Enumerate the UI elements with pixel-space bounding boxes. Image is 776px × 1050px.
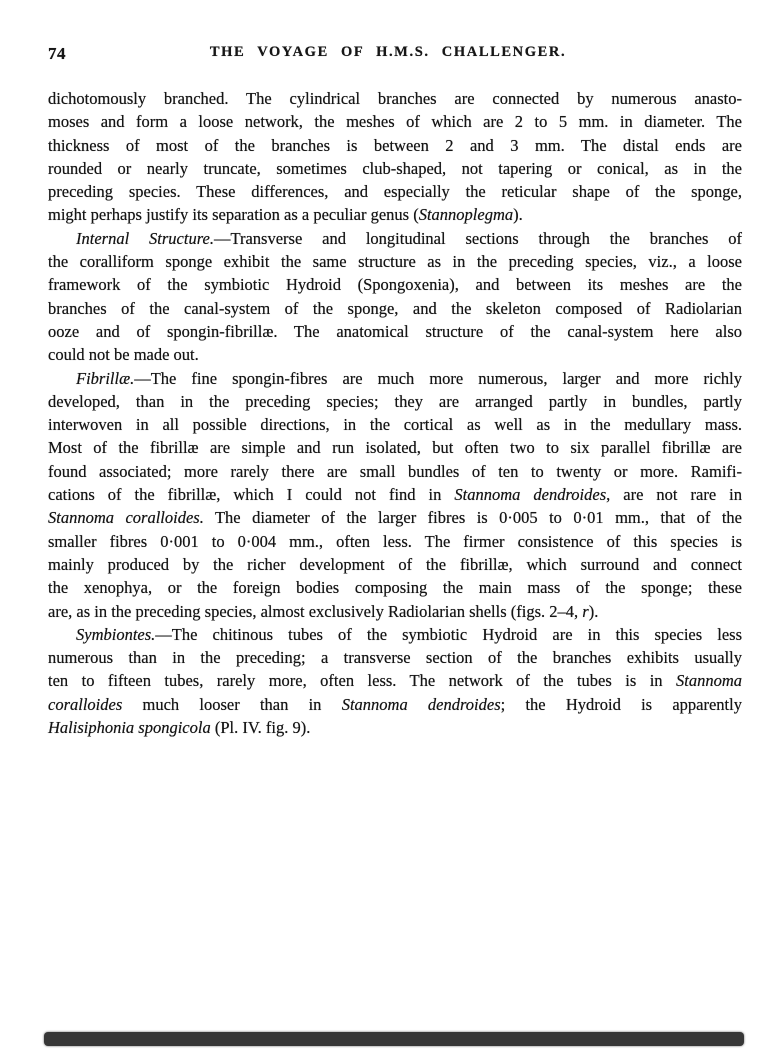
body-text: —Transverse and longitudinal sections through the branches of (213, 228, 743, 248)
text-line (48, 134, 742, 157)
body-text: ). (513, 205, 523, 225)
text-line (48, 600, 742, 623)
body-text: the coralliform sponge exhibit the same structure as in the preceding species, viz., a loose (48, 252, 742, 272)
page-header (0, 44, 776, 66)
page-text (48, 87, 742, 739)
text-line (48, 320, 742, 343)
italic-text: Stannoma coralloides. (48, 508, 204, 528)
text-line (48, 390, 742, 413)
body-text: interwoven in all possible directions, in the cortical as well as in the medullary mass. (48, 415, 742, 435)
paragraph (48, 367, 742, 623)
italic-text: r (582, 601, 589, 621)
text-line (48, 669, 742, 692)
body-text: Most of the fibrillæ are simple and run isolated, but often two to six parallel fibrillæ are (48, 438, 742, 458)
body-text: rounded or nearly truncate, sometimes club-shaped, not tapering or conical, as in the (48, 158, 742, 178)
text-line (48, 203, 742, 226)
text-line (48, 436, 742, 459)
body-text: The diameter of the larger fibres is 0·005 to 0·01 mm., that of the (203, 508, 742, 528)
italic-text: coralloides (48, 694, 123, 714)
text-line (48, 623, 742, 646)
text-line (48, 553, 742, 576)
text-line (48, 693, 742, 716)
running-head: THE VOYAGE OF H.M.S. CHALLENGER. (209, 44, 567, 60)
text-line (48, 273, 742, 296)
body-text: the xenophya, or the foreign bodies composing the main mass of the sponge; these (48, 578, 742, 598)
body-text: thickness of most of the branches is between 2 and 3 mm. The distal ends are (48, 135, 742, 155)
text-line (48, 180, 742, 203)
text-line (48, 460, 742, 483)
body-text: ). (588, 601, 599, 621)
body-text: (Pl. IV. fig. 9). (210, 718, 311, 738)
scan-artifact-bar (44, 1032, 744, 1046)
italic-text: Fibrillæ. (76, 368, 135, 388)
text-line (48, 483, 742, 506)
body-text: mainly produced by the richer development of the fibrillæ, which surround and connect (48, 554, 742, 574)
italic-text: Internal Structure. (76, 228, 214, 248)
text-line (48, 716, 742, 739)
body-text: much looser than in (122, 694, 342, 714)
body-text: found associated; more rarely there are small bundles of ten to twenty or more. Ramifi- (48, 461, 742, 481)
body-text: moses and form a loose network, the meshes of which are 2 to 5 mm. in diameter. The (48, 112, 742, 132)
body-text: ooze and of spongin-fibrillæ. The anatomical structure of the canal-system here also (48, 321, 742, 341)
italic-text: Stannoma (676, 671, 742, 691)
body-text: are, as in the preceding species, almost exclusively Radiolarian shells (figs. 2–4, (48, 601, 583, 621)
body-text: smaller fibres 0·001 to 0·004 mm., often less. The firmer consistence of this species is (48, 531, 742, 551)
body-text: could not be made out. (48, 345, 199, 365)
text-line (48, 646, 742, 669)
text-line (48, 87, 742, 110)
text-line (48, 250, 742, 273)
paragraph (48, 227, 742, 367)
italic-text: Stannoplegma (418, 205, 514, 225)
paragraph (48, 87, 742, 227)
text-line (48, 227, 742, 250)
body-text: ten to fifteen tubes, rarely more, often less. The network of the tubes is in (48, 671, 676, 691)
text-line (48, 367, 742, 390)
body-text: —The chitinous tubes of the symbiotic Hydroid are in this species less (155, 624, 742, 644)
text-line (48, 506, 742, 529)
body-text: —The fine spongin-fibres are much more numerous, larger and more richly (134, 368, 742, 388)
italic-text: Symbiontes. (76, 624, 156, 644)
body-text: preceding species. These differences, and especially the reticular shape of the sponge, (48, 182, 742, 202)
italic-text: Stannoma dendroides (454, 485, 607, 505)
body-text: developed, than in the preceding species; they are arranged partly in bundles, partly (48, 391, 742, 411)
body-text: branches of the canal-system of the sponge, and the skeleton composed of Radiolarian (48, 298, 742, 318)
page-number: 74 (48, 44, 66, 63)
body-text: dichotomously branched. The cylindrical branches are connected by numerous anasto- (48, 89, 742, 108)
text-line (48, 110, 742, 133)
text-line (48, 343, 742, 366)
text-line (48, 576, 742, 599)
text-line (48, 157, 742, 180)
text-line (48, 413, 742, 436)
body-text: , are not rare in (606, 485, 742, 505)
italic-text: Stannoma dendroides (341, 694, 501, 714)
italic-text: Halisiphonia spongicola (48, 718, 211, 738)
body-text: ; the Hydroid is apparently (500, 694, 742, 714)
body-text: framework of the symbiotic Hydroid (Spongoxenia), and between its meshes are the (48, 275, 742, 295)
body-text: might perhaps justify its separation as a peculiar genus ( (48, 205, 419, 225)
body-text: numerous than in the preceding; a transverse section of the branches exhibits usually (48, 648, 742, 668)
body-text: cations of the fibrillæ, which I could not find in (48, 485, 455, 505)
paragraph (48, 623, 742, 739)
text-line (48, 297, 742, 320)
text-line (48, 530, 742, 553)
